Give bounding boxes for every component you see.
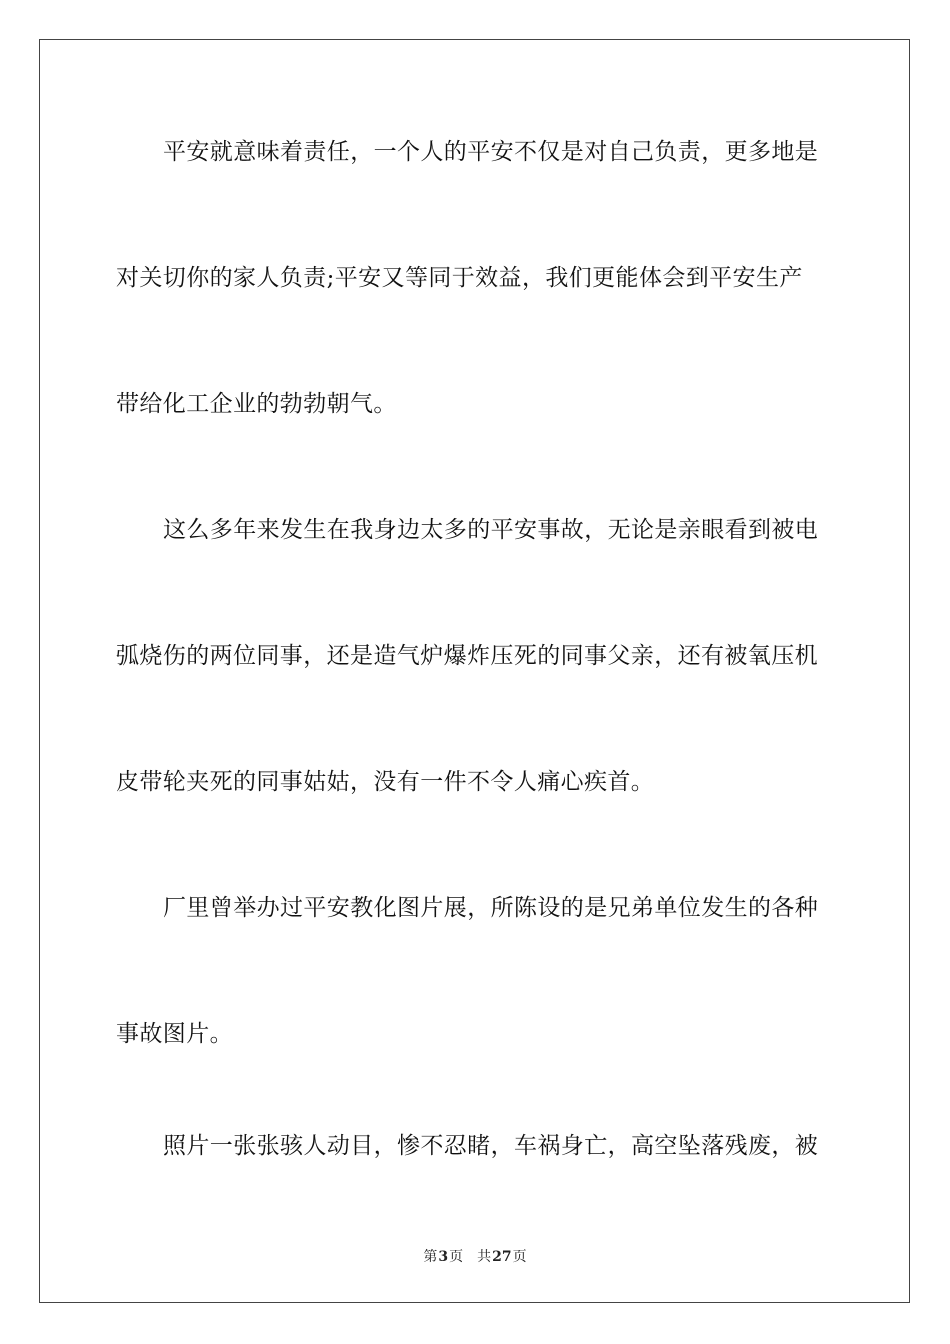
page-border xyxy=(39,39,910,1303)
paragraph-2-line-2: 弧烧伤的两位同事，还是造气炉爆炸压死的同事父亲，还有被氧压机 xyxy=(116,643,818,669)
page-prefix: 第 xyxy=(423,1249,438,1265)
paragraph-3-line-2: 事故图片。 xyxy=(116,1021,233,1047)
paragraph-1-line-2: 对关切你的家人负责;平安又等同于效益，我们更能体会到平安生产 xyxy=(116,265,803,291)
total-page-count: 27 xyxy=(492,1249,512,1265)
paragraph-2-line-3: 皮带轮夹死的同事姑姑，没有一件不令人痛心疾首。 xyxy=(116,769,655,795)
paragraph-2-line-1: 这么多年来发生在我身边太多的平安事故，无论是亲眼看到被电 xyxy=(163,517,819,543)
page-suffix: 页 xyxy=(449,1249,464,1265)
paragraph-1-line-3: 带给化工企业的勃勃朝气。 xyxy=(116,391,397,417)
page-footer xyxy=(0,1247,950,1267)
current-page-number: 3 xyxy=(438,1249,449,1265)
total-prefix: 共 xyxy=(477,1249,492,1265)
paragraph-1-line-1: 平安就意味着责任，一个人的平安不仅是对自己负责，更多地是 xyxy=(163,139,819,165)
total-suffix: 页 xyxy=(512,1249,527,1265)
paragraph-3-line-1: 厂里曾举办过平安教化图片展，所陈设的是兄弟单位发生的各种 xyxy=(163,895,819,921)
paragraph-4-line-1: 照片一张张骇人动目，惨不忍睹，车祸身亡，高空坠落残废，被 xyxy=(163,1133,819,1159)
